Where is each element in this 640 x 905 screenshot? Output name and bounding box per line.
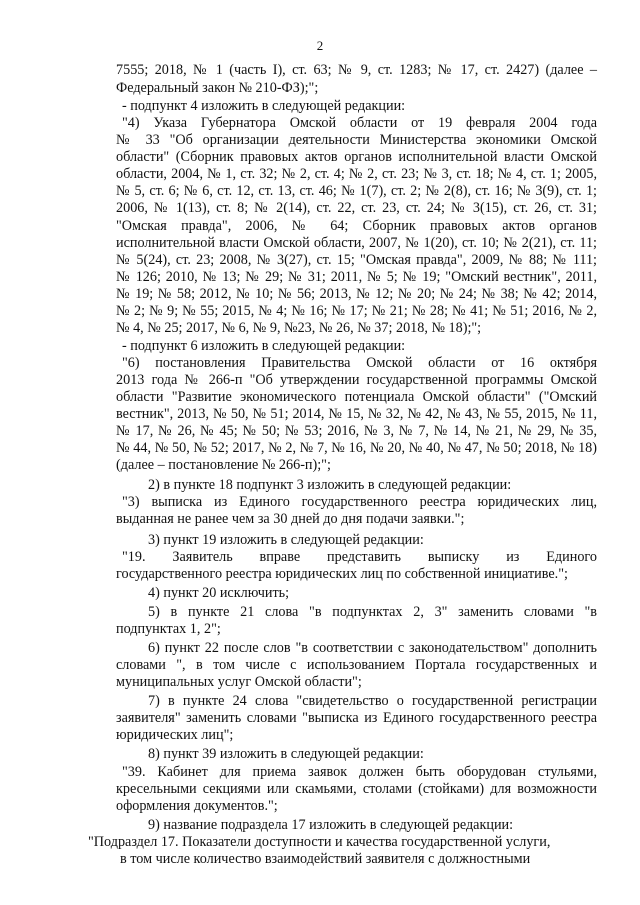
text-line: № 5(24), ст. 23; 2008, № 3(27), ст. 15; "Омская правда", 2009, № 88; № 111;: [116, 252, 597, 268]
text-line: кресельными секциями или скамьями, столами (стойками) для возможности: [116, 781, 597, 797]
text-line: "Подраздел 17. Показатели доступности и качества государственной услуги,: [88, 834, 551, 850]
text-line: вестник", 2013, № 50, № 51; 2014, № 15, № 32, № 42, № 43, № 55, 2015, № 11,: [116, 406, 597, 422]
text-line: "6) постановления Правительства Омской области от 16 октября: [122, 355, 597, 371]
text-line: - подпункт 4 изложить в следующей редакции:: [122, 98, 406, 114]
text-line: № 33 "Об организации деятельности Министерства экономики Омской: [116, 132, 597, 148]
text-line: - подпункт 6 изложить в следующей редакции:: [122, 338, 406, 354]
text-line: заявителя" заменить словами "выписка из Единого государственного реестра: [116, 710, 597, 726]
text-line: 7555; 2018, № 1 (часть I), ст. 63; № 9, ст. 1283; № 17, ст. 2427) (далее –: [116, 62, 597, 78]
text-line: № 17, № 26, № 45; № 50; № 53; 2016, № 3, № 7, № 14, № 21, № 29, № 35,: [116, 423, 597, 439]
text-line: 2) в пункте 18 подпункт 3 изложить в следующей редакции:: [148, 477, 512, 493]
text-line: 9) название подраздела 17 изложить в следующей редакции:: [148, 817, 514, 833]
text-line: области, 2004, № 1, ст. 32; № 2, ст. 4; № 2, ст. 23; № 3, ст. 18; № 4, ст. 1; 2005,: [116, 166, 597, 182]
text-line: 2013 года № 266-п "Об утверждении государственной программы Омской: [116, 372, 597, 388]
text-line: 2006, № 1(13), ст. 8; № 2(14), ст. 22, ст. 23, ст. 24; № 3(15), ст. 26, ст. 31;: [116, 200, 597, 216]
text-line: исполнительной власти Омской области, 2007, № 1(20), ст. 10; № 2(21), ст. 11;: [116, 235, 597, 251]
text-line: в том числе количество взаимодействий заявителя с должностными: [120, 851, 531, 867]
text-line: 5) в пункте 21 слова "в подпунктах 2, 3" заменить словами "в: [148, 604, 597, 620]
text-line: выданная не ранее чем за 30 дней до дня подачи заявки.";: [116, 511, 465, 527]
text-line: Федеральный закон № 210-ФЗ);";: [116, 80, 319, 96]
text-line: "39. Кабинет для приема заявок должен быть оборудован стульями,: [122, 764, 597, 780]
text-line: оформления документов.";: [116, 798, 278, 814]
text-line: области" (Сборник правовых актов органов исполнительной власти Омской: [116, 149, 597, 165]
text-line: № 126; 2010, № 13; № 29; № 31; 2011, № 5; № 19; "Омский вестник", 2011,: [116, 269, 597, 285]
text-line: 6) пункт 22 после слов "в соответствии с законодательством" дополнить: [148, 640, 597, 656]
text-line: области "Развитие экономического потенциала Омской области" ("Омский: [116, 389, 597, 405]
text-line: № 44, № 50, № 52; 2017, № 2, № 7, № 16, № 20, № 40, № 47, № 50; 2018, № 18): [116, 440, 597, 456]
page-number: 2: [316, 38, 324, 53]
text-line: 3) пункт 19 изложить в следующей редакции:: [148, 532, 424, 548]
text-line: 7) в пункте 24 слова "свидетельство о государственной регистрации: [148, 693, 597, 709]
text-line: № 2; № 9; № 55; 2015, № 4; № 16; № 17; № 21; № 28; № 41; № 51; 2016, № 2,: [116, 303, 597, 319]
text-line: "3) выписка из Единого государственного реестра юридических лиц,: [122, 494, 597, 510]
text-line: № 19; № 58; 2012, № 10; № 56; 2013, № 12; № 20; № 24; № 38; № 42; 2014,: [116, 286, 597, 302]
text-line: "4) Указа Губернатора Омской области от 19 февраля 2004 года: [122, 115, 597, 131]
text-line: государственного реестра юридических лиц по собственной инициативе.";: [116, 566, 568, 582]
text-line: 8) пункт 39 изложить в следующей редакции:: [148, 746, 424, 762]
text-line: словами ", в том числе с использованием Портала государственных и: [116, 657, 597, 673]
text-line: "Омская правда", 2006, № 64; Сборник правовых актов органов: [116, 218, 597, 234]
text-line: № 4, № 25; 2017, № 6, № 9, №23, № 26, № 37; 2018, № 18);";: [116, 320, 482, 336]
text-line: муниципальных услуг Омской области";: [116, 674, 362, 690]
text-line: 4) пункт 20 исключить;: [148, 585, 290, 601]
text-line: № 5, ст. 6; № 6, ст. 12, ст. 13, ст. 46; № 1(7), ст. 2; № 2(8), ст. 16; № 3(9), ст. 1;: [116, 183, 597, 199]
text-line: юридических лиц";: [116, 727, 234, 743]
text-line: "19. Заявитель вправе представить выписку из Единого: [122, 549, 597, 565]
text-line: подпунктах 1, 2";: [116, 621, 221, 637]
text-line: (далее – постановление № 266-п);";: [116, 457, 331, 473]
